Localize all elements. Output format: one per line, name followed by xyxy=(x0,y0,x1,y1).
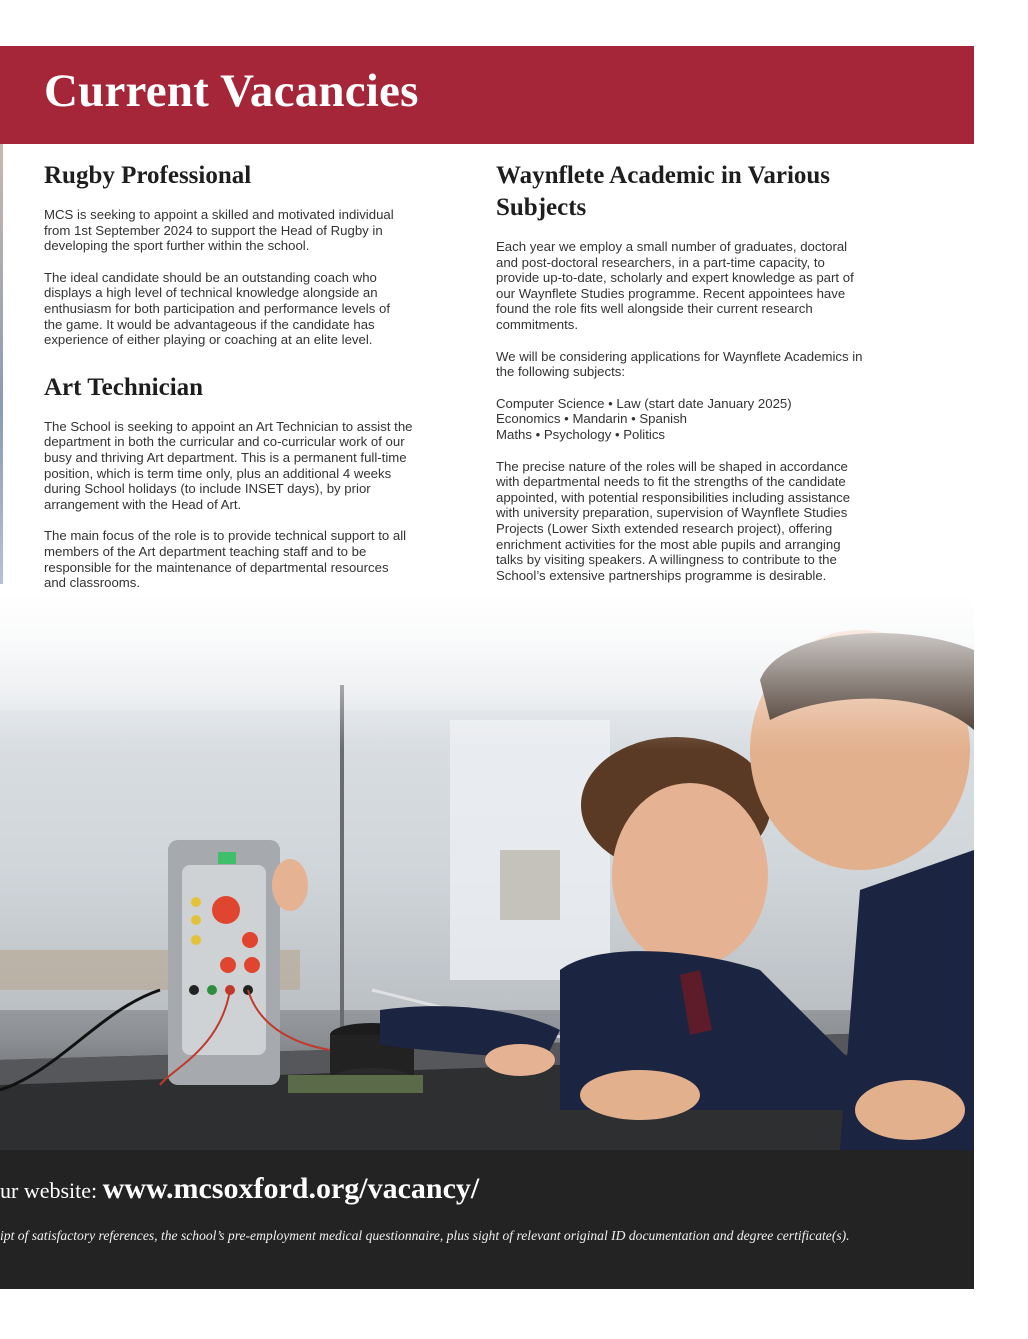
header-band xyxy=(0,46,974,144)
art-paragraph-2: The main focus of the role is to provide technical support to all members of the Art department teaching staff and to be responsible for the maintenance of departmental resources and classrooms. xyxy=(44,528,407,591)
left-column xyxy=(44,160,469,591)
footer-note: ipt of satisfactory references, the school’s pre-employment medical questionnaire, plus sight of relevant original ID documentation and degree certificate(s). xyxy=(0,1228,850,1243)
page-title: Current Vacancies xyxy=(44,65,419,117)
adjacent-page-edge xyxy=(0,144,3,584)
waynflete-heading: Waynflete Academic in Various Subjects xyxy=(496,162,831,221)
rugby-paragraph-1: MCS is seeking to appoint a skilled and motivated individual from 1st September 2024 to support the Head of Rugby in developing the sport further within the school. xyxy=(44,207,394,254)
art-heading: Art Technician xyxy=(44,373,204,401)
photo-top-fade xyxy=(0,590,974,750)
footer-band xyxy=(0,1150,974,1289)
right-column xyxy=(496,160,926,583)
waynflete-paragraph-2: We will be considering applications for Waynflete Academics in the following subjects: xyxy=(496,348,863,380)
website-prefix: ur website: xyxy=(0,1178,103,1203)
classroom-photo xyxy=(0,590,974,1150)
art-paragraph-1: The School is seeking to appoint an Art Technician to assist the department in both the curricular and co-curricular work of our busy and thriving Art department. This is a permanent full-time position, which is term time only, plus an additional 4 weeks during School holidays (to include INSET days), by prior arrangement with the Head of Art. xyxy=(44,418,413,512)
rugby-paragraph-2: The ideal candidate should be an outstanding coach who displays a high level of technical knowledge alongside an enthusiasm for both participation and performance levels of the game. It would be advantageous if the candidate has experience of either playing or coaching at an elite level. xyxy=(44,269,390,348)
rugby-heading: Rugby Professional xyxy=(44,162,252,189)
waynflete-paragraph-1: Each year we employ a small number of graduates, doctoral and post-doctoral researchers, in a part-time capacity, to provide up-to-date, scholarly and expert knowledge as part of our Waynflete Studies programme. Recent appointees have found the role fits well alongside their current research commitments. xyxy=(496,239,854,332)
website-line xyxy=(0,1172,479,1206)
website-link[interactable]: www.mcsoxford.org/vacancy/ xyxy=(102,1172,480,1205)
waynflete-paragraph-3: The precise nature of the roles will be shaped in accordance with departmental needs to fit the strengths of the candidate appointed, with potential responsibilities including assistance with university preparation, supervision of Waynflete Studies Projects (Lower Sixth extended research project), offering enrichment activities for the most able pupils and arranging talks by visiting speakers. A willingness to contribute to the School’s extensive partnerships programme is desirable. xyxy=(496,458,851,583)
waynflete-subjects: Computer Science • Law (start date January 2025) Economics • Mandarin • Spanish Maths • Psychology • Politics xyxy=(496,395,792,442)
